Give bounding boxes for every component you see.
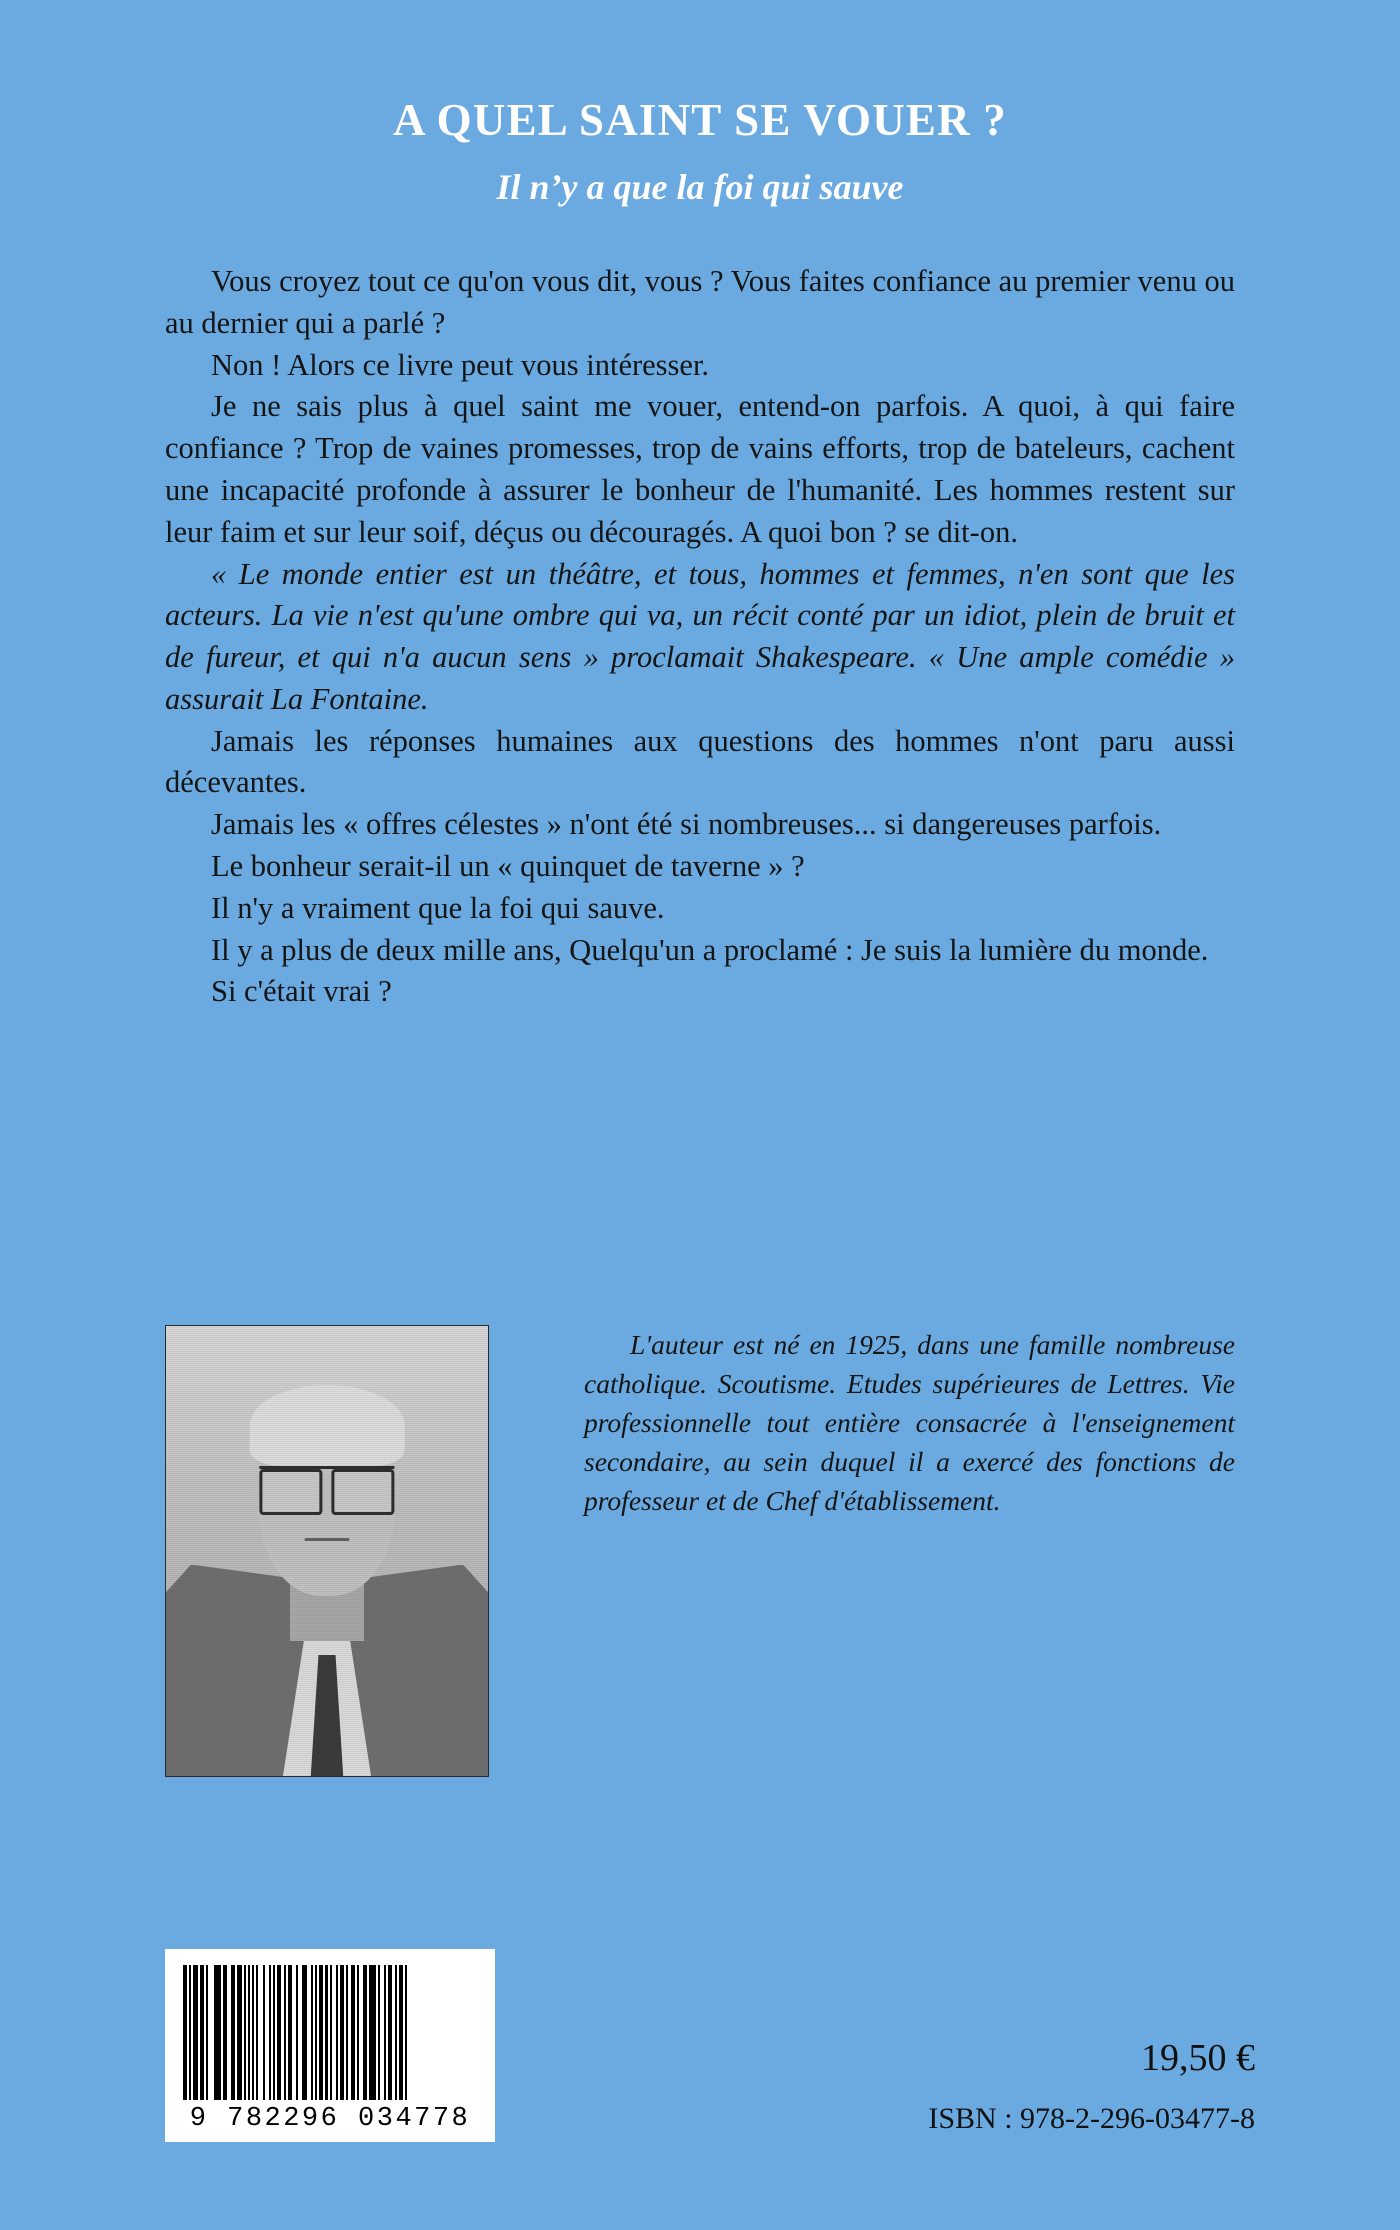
barcode-bars (183, 1965, 477, 2100)
author-portrait-photo (165, 1325, 489, 1777)
portrait-grain (166, 1326, 488, 1776)
page-title: A QUEL SAINT SE VOUER ? (393, 95, 1007, 145)
price-label: 19,50 € (1141, 2037, 1255, 2079)
blurb-text (165, 261, 1235, 1013)
blurb-paragraph: Jamais les réponses humaines aux questions des hommes n'ont paru aussi décevantes. (165, 723, 1235, 800)
barcode (165, 1949, 495, 2142)
title-block (0, 0, 1400, 207)
blurb-paragraph: Jamais les « offres célestes » n'ont été si nombreuses... si dangereuses parfois. (211, 807, 1162, 842)
price-block (928, 2036, 1255, 2142)
blurb-paragraph: Le bonheur serait-il un « quinquet de taverne » ? (211, 849, 805, 884)
blurb-paragraph: Je ne sais plus à quel saint me vouer, entend-on parfois. A quoi, à qui faire confiance ? Trop de vaines promesses, trop de vains efforts, trop de bateleurs, cachent une incapacité profonde à assurer le bonheur de l'humanité. Les hommes restent sur leur faim et sur leur soif, déçus ou découragés. A quoi bon ? se dit-on. (165, 389, 1235, 549)
blurb-paragraph: Non ! Alors ce livre peut vous intéresser. (211, 347, 710, 382)
author-section (165, 1325, 1235, 1777)
blurb-paragraph: Il y a plus de deux mille ans, Quelqu'un a proclamé : Je suis la lumière du monde. (211, 932, 1209, 967)
blurb-paragraph: Si c'était vrai ? (211, 974, 392, 1009)
page-subtitle: Il n’y a que la foi qui sauve (496, 166, 904, 207)
blurb-paragraph: Il n'y a vraiment que la foi qui sauve. (211, 890, 665, 925)
blurb-paragraph-quote: « Le monde entier est un théâtre, et tous, hommes et femmes, n'en sont que les acteurs. La vie n'est qu'une ombre qui va, un récit conté par un idiot, plein de bruit et de fureur, et qui n'a aucun sens » proclamait Shakespeare. « Une ample comédie » assurait La Fontaine. (165, 556, 1235, 716)
footer-bar (165, 1949, 1255, 2142)
barcode-digits: 9 782296 034778 (189, 2104, 471, 2134)
author-bio: L'auteur est né en 1925, dans une famille nombreuse catholique. Scoutisme. Etudes supérieures de Lettres. Vie professionnelle tout entière consacrée à l'enseignement secondaire, au sein duquel il a exercé des fonctions de professeur et de Chef d'établissement. (584, 1329, 1235, 1517)
blurb-paragraph: Vous croyez tout ce qu'on vous dit, vous ? Vous faites confiance au premier venu ou au dernier qui a parlé ? (165, 264, 1235, 340)
isbn-label: ISBN : 978-2-296-03477-8 (928, 2102, 1255, 2135)
